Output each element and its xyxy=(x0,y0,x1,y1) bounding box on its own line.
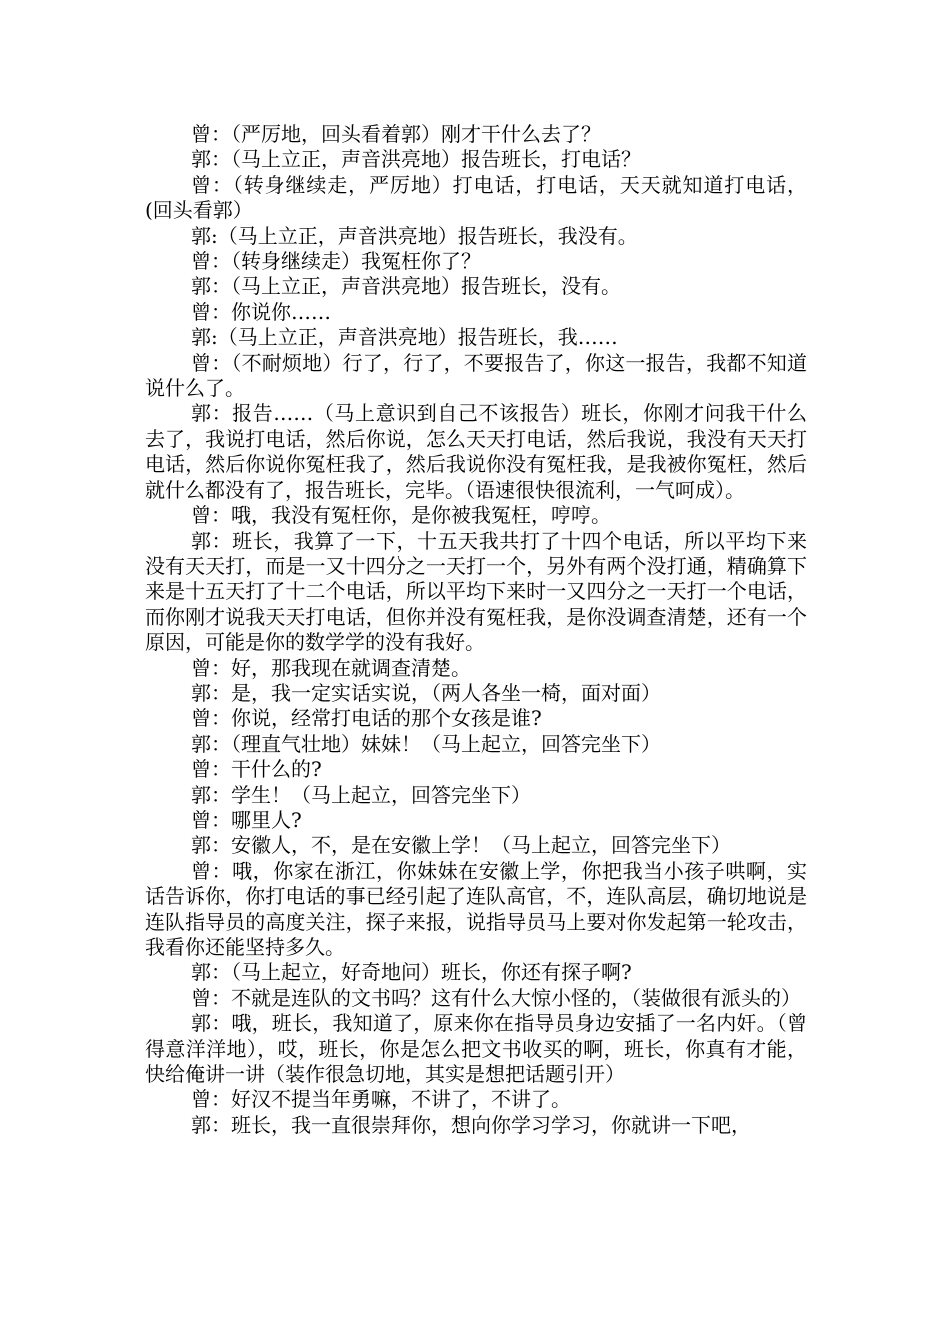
dialogue-paragraph: 曾：好，那我现在就调查清楚。 xyxy=(191,655,471,680)
dialogue-paragraph: 曾：（转身继续走，严厉地）打电话，打电话，天天就知道打电话，(回头看郭） xyxy=(145,172,807,223)
dialogue-paragraph: 郭：班长，我算了一下，十五天我共打了十四个电话，所以平均下来没有天天打，而是一又十四分之一天打一个，另外有两个没打通，精确算下来是十五天打了十二个电话，所以平均下来时一又四分之一天打一个电话，而你刚才说我天天打电话，但你并没有冤枉我，是你没调查清楚，还有一个原因，可能是你的数学学的没有我好。 xyxy=(145,528,807,655)
dialogue-paragraph: 郭：（马上起立，好奇地问）班长，你还有探子啊? xyxy=(191,960,632,985)
dialogue-paragraph: 郭：（马上立正，声音洪亮地）报告班长，没有。 xyxy=(191,274,621,299)
dialogue-paragraph: 郭：（理直气壮地）妹妹！（马上起立，回答完坐下） xyxy=(191,731,661,756)
dialogue-paragraph: 郭：安徽人，不，是在安徽上学！（马上起立，回答完坐下） xyxy=(191,833,731,858)
dialogue-paragraph: 曾：不就是连队的文书吗？这有什么大惊小怪的，（装做很有派头的） xyxy=(191,985,801,1010)
dialogue-paragraph: 曾：好汉不提当年勇嘛，不讲了，不讲了。 xyxy=(191,1087,571,1112)
dialogue-paragraph: 曾：（转身继续走）我冤枉你了？ xyxy=(191,249,481,274)
dialogue-paragraph: 曾：干什么的? xyxy=(191,757,322,782)
dialogue-paragraph: 郭：学生！（马上起立，回答完坐下） xyxy=(191,782,531,807)
dialogue-paragraph: 曾：（不耐烦地）行了，行了，不要报告了，你这一报告，我都不知道说什么了。 xyxy=(145,350,807,401)
dialogue-paragraph: 曾：你说你…… xyxy=(191,299,331,324)
dialogue-paragraph: 曾：哦，你家在浙江，你妹妹在安徽上学，你把我当小孩子哄啊，实话告诉你，你打电话的事已经引起了连队高官，不，连队高层，确切地说是连队指导员的高度关注，探子来报，说指导员马上要对你发起第一轮攻击，我看你还能坚持多久。 xyxy=(145,858,807,959)
dialogue-paragraph: 曾：哪里人? xyxy=(191,807,302,832)
dialogue-paragraph: 郭:（马上立正，声音洪亮地）报告班长，我没有。 xyxy=(191,223,638,248)
script-text xyxy=(145,122,807,1138)
dialogue-paragraph: 郭：哦，班长，我知道了，原来你在指导员身边安插了一名内奸。（曾得意洋洋地），哎，班长，你是怎么把文书收买的啊，班长，你真有才能，快给俺讲一讲（装作很急切地，其实是想把话题引开） xyxy=(145,1011,807,1087)
dialogue-paragraph: 曾：你说，经常打电话的那个女孩是谁? xyxy=(191,706,542,731)
dialogue-paragraph: 曾：哦，我没有冤枉你，是你被我冤枉，哼哼。 xyxy=(191,503,611,528)
dialogue-paragraph: 曾：（严厉地，回头看着郭）刚才干什么去了？ xyxy=(191,122,601,146)
dialogue-paragraph: 郭：是，我一定实话实说，（两人各坐一椅，面对面） xyxy=(191,680,661,705)
dialogue-paragraph: 郭：（马上立正，声音洪亮地）报告班长，打电话？ xyxy=(191,147,641,172)
dialogue-paragraph: 郭：报告……（马上意识到自己不该报告）班长，你刚才问我干什么去了，我说打电话，然后你说，怎么天天打电话，然后我说，我没有天天打电话，然后你说你冤枉我了，然后我说你没有冤枉我，是我被你冤枉，然后就什么都没有了，报告班长，完毕。（语速很快很流利，一气呵成）。 xyxy=(145,401,807,502)
dialogue-paragraph: 郭:（马上立正，声音洪亮地）报告班长，我…… xyxy=(191,325,618,350)
dialogue-paragraph: 郭：班长，我一直很崇拜你，想向你学习学习，你就讲一下吧， xyxy=(191,1112,751,1137)
